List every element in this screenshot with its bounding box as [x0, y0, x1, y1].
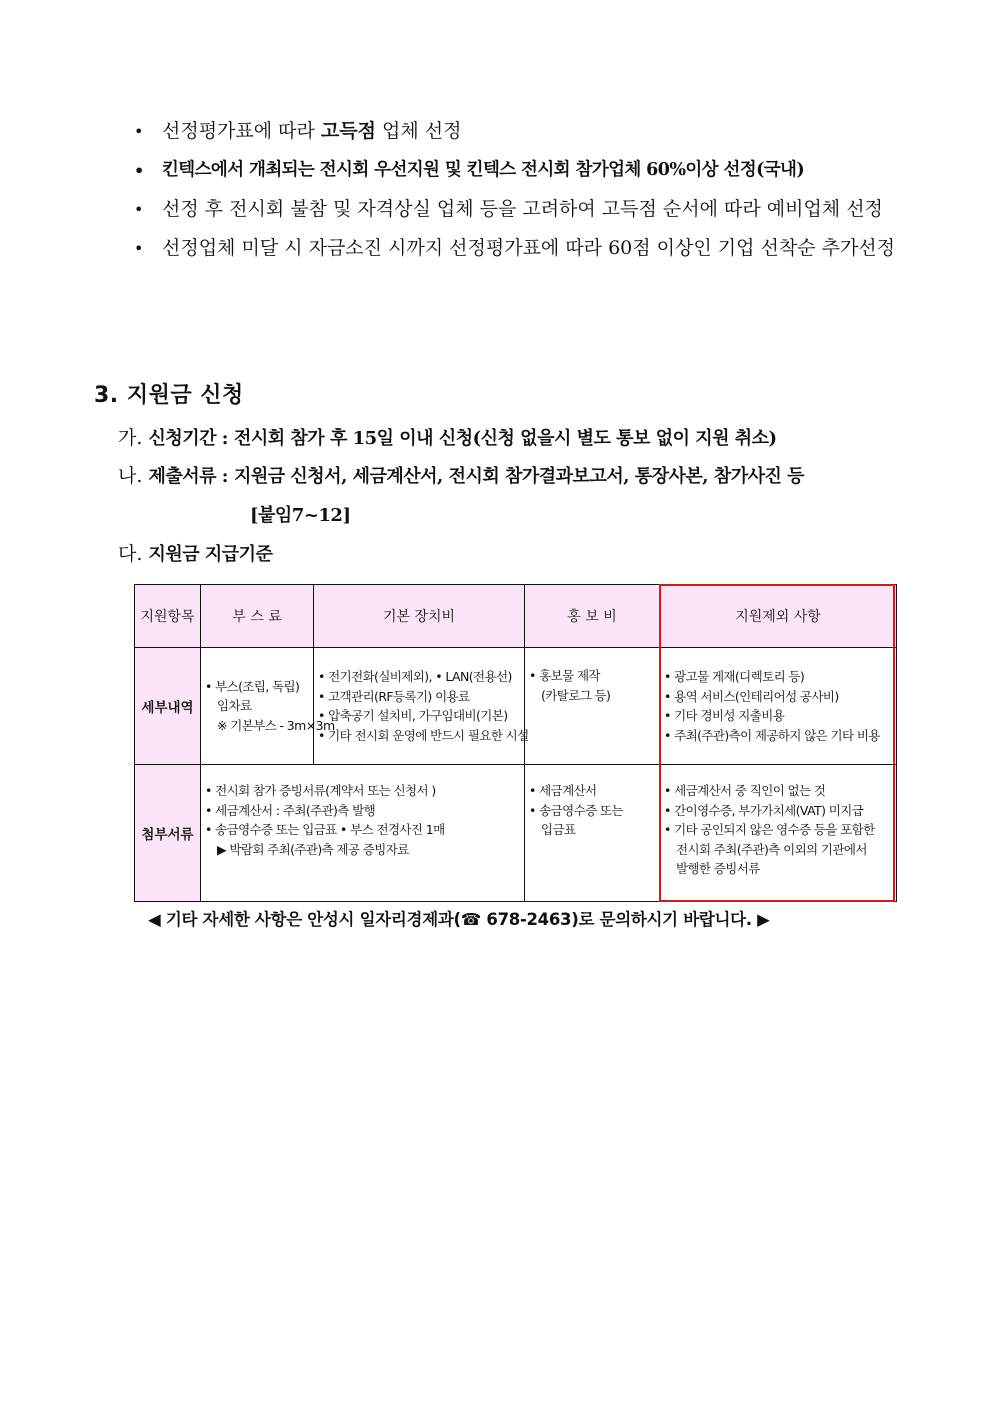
section-title: 3. 지원금 신청	[94, 383, 244, 408]
row-label-attachments: 첨부서류	[135, 765, 201, 902]
contact-note: ◀ 기타 자세한 사항은 안성시 일자리경제과(☎ 678-2463)로 문의하시기 바랍니다. ▶	[148, 910, 770, 929]
item-application-period: 가. 신청기간 : 전시회 참가 후 15일 이내 신청(신청 없을시 별도 통보 없이 지원 취소)	[118, 427, 777, 449]
promotion-details-cell: • 홍보물 제작 (카탈로그 등)	[525, 648, 660, 765]
promotion-docs-cell: • 세금계산서 • 송금영수증 또는 입금표	[525, 765, 660, 902]
bullet-item: • 킨텍스에서 개최되는 전시회 우선지원 및 킨텍스 전시회 참가업체 60%이상 선정(국내)	[130, 151, 900, 190]
bullet-dot-icon: •	[134, 122, 144, 141]
attachment-docs-cell: • 전시회 참가 증빙서류(계약서 또는 신청서 ) • 세금계산서 : 주최(주관)측 발행 • 송금영수증 또는 입금표 • 부스 전경사진 1매 ▶ 박람회 주최(주관)측 제공 증빙자료	[201, 765, 525, 902]
row-label-details: 세부내역	[135, 648, 201, 765]
table-row	[135, 765, 897, 902]
header-promotion-cost: 홍 보 비	[525, 585, 660, 648]
bullet-dot-icon: •	[134, 239, 144, 258]
table-header-row	[135, 585, 897, 648]
item-submission-docs: 나. 제출서류 : 지원금 신청서, 세금계산서, 전시회 참가결과보고서, 통장사본, 참가사진 등	[118, 465, 805, 487]
equipment-details-cell: • 전기전화(실비제외), • LAN(전용선) • 고객관리(RF등록기) 이용료 • 압축공기 설치비, 가구임대비(기본) • 기타 전시회 운영에 반드시 필요한 시설	[314, 648, 525, 765]
header-support-item: 지원항목	[135, 585, 201, 648]
item-payment-criteria: 다. 지원금 지급기준	[118, 543, 273, 565]
header-exclusions: 지원제외 사항	[660, 585, 897, 648]
bullet-item: • 선정평가표에 따라 고득점 업체 선정	[130, 112, 900, 151]
support-criteria-table	[134, 584, 897, 902]
booth-details-cell: • 부스(조립, 독립) 임차료 ※ 기본부스 - 3m×3m	[201, 648, 314, 765]
bullet-dot-icon: •	[134, 161, 144, 180]
selection-criteria-list	[130, 112, 900, 268]
attachment-ref: [붙임7~12]	[250, 505, 351, 526]
header-booth-fee: 부 스 료	[201, 585, 314, 648]
exclusion-docs-cell: • 세금계산서 중 직인이 없는 것 • 간이영수증, 부가가치세(VAT) 미지급 • 기타 공인되지 않은 영수증 등을 포함한 전시회 주최(주관)측 이외의 기관에서 발행한 증빙서류	[660, 765, 897, 902]
exclusion-details-cell: • 광고물 게재(디렉토리 등) • 용역 서비스(인테리어성 공사비) • 기타 경비성 지출비용 • 주최(주관)측이 제공하지 않은 기타 비용	[660, 648, 897, 765]
bullet-item: • 선정 후 전시회 불참 및 자격상실 업체 등을 고려하여 고득점 순서에 따라 예비업체 선정	[130, 190, 900, 229]
bullet-item: • 선정업체 미달 시 자금소진 시까지 선정평가표에 따라 60점 이상인 기업 선착순 추가선정	[130, 229, 900, 268]
emphasis-text: 고득점	[320, 120, 376, 142]
header-basic-equipment: 기본 장치비	[314, 585, 525, 648]
bullet-dot-icon: •	[134, 200, 144, 219]
table-row	[135, 648, 897, 765]
